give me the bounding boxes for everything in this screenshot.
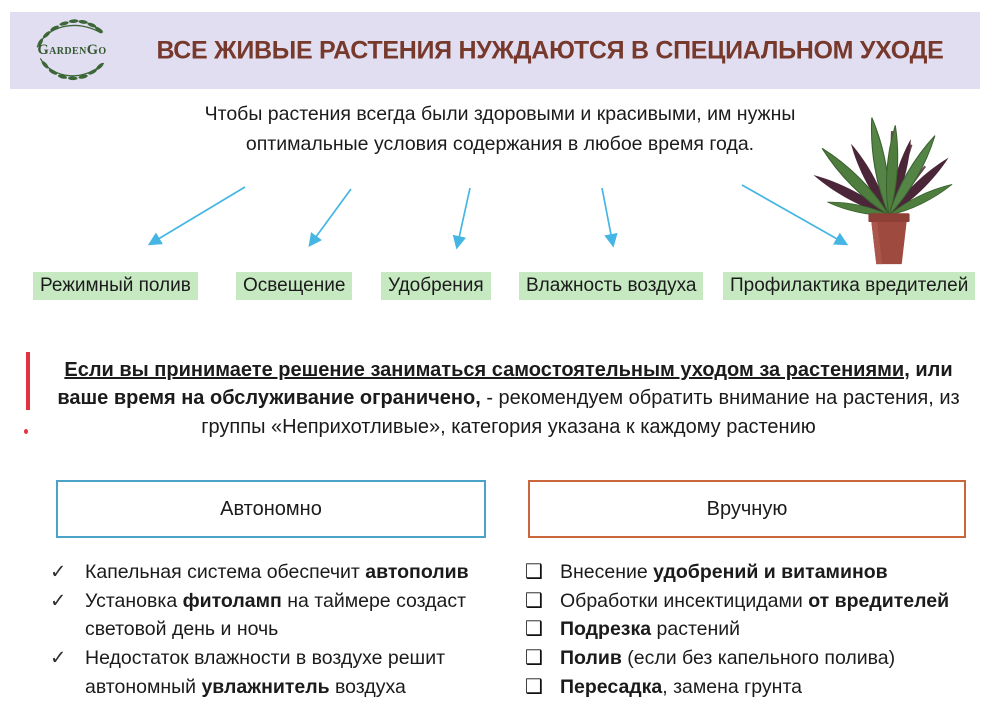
list-item-text: Недостаток влажности в воздухе решит автономный увлажнитель воздуха <box>85 646 446 698</box>
arrow-icon <box>150 187 245 244</box>
manual-care-list <box>523 558 975 701</box>
logo-wordmark: GardenGo <box>37 42 107 58</box>
checkmark-icon: ✓ <box>50 561 67 583</box>
list-item-text: Капельная система обеспечит автополив <box>85 561 469 583</box>
arrow-icon <box>457 188 470 247</box>
arrow-icon <box>602 188 613 245</box>
checkbox-icon: ❑ <box>525 618 543 641</box>
checkbox-icon: ❑ <box>525 646 543 669</box>
auto-option-box <box>56 480 486 538</box>
red-accent-dot <box>24 429 28 434</box>
list-item <box>523 615 975 644</box>
checkmark-icon: ✓ <box>50 589 67 612</box>
arrow-icon <box>310 189 351 245</box>
list-item <box>48 587 485 644</box>
checkbox-icon: ❑ <box>525 589 543 612</box>
list-item <box>523 673 975 702</box>
list-item-text: Полив (если без капельного полива) <box>560 646 896 669</box>
list-item-text: Обработки инсектицидами от вредителей <box>560 589 950 612</box>
red-accent-bar <box>26 352 30 410</box>
list-item-text: Подрезка растений <box>560 618 741 641</box>
page-title: ВСЕ ЖИВЫЕ РАСТЕНИЯ НУЖДАЮТСЯ В СПЕЦИАЛЬНОМ УХОДЕ <box>156 36 944 64</box>
factor-watering: Режимный полив <box>33 272 198 300</box>
checkmark-icon: ✓ <box>50 646 67 669</box>
list-item-text: Внесение удобрений и витаминов <box>560 561 888 583</box>
list-item-text: Установка фитоламп на таймере создаст световой день и ночь <box>85 589 467 641</box>
checkbox-icon: ❑ <box>525 561 543 583</box>
list-item <box>48 558 485 587</box>
list-item <box>523 558 975 587</box>
auto-option-label: Автономно <box>220 497 322 520</box>
gardengo-logo <box>16 14 128 87</box>
list-item-text: Пересадка, замена грунта <box>560 675 802 698</box>
list-item <box>523 587 975 616</box>
manual-option-label: Вручную <box>706 497 788 520</box>
arrow-icon <box>742 185 846 244</box>
intro-text: Чтобы растения всегда были здоровыми и красивыми, им нужны оптимальные условия содержания в любое время года. <box>204 103 796 156</box>
factor-humidity: Влажность воздуха <box>519 272 703 300</box>
fan-arrows <box>0 175 1000 260</box>
auto-care-list <box>48 558 485 701</box>
manual-option-box <box>528 480 966 538</box>
factor-lighting: Освещение <box>236 272 352 300</box>
list-item <box>523 644 975 673</box>
checkbox-icon: ❑ <box>525 675 543 698</box>
factor-pest-prevention: Профилактика вредителей <box>723 272 975 300</box>
callout-text: Если вы принимаете решение заниматься самостоятельным уходом за растениями, или ваше время на обслуживание ограничено, - рекомендуем обратить внимание на растения, из группы «Неприхотливые», категория указана к каждому растению <box>57 359 960 438</box>
header-band <box>10 12 980 89</box>
factor-fertilizer: Удобрения <box>381 272 491 300</box>
list-item <box>48 644 485 701</box>
